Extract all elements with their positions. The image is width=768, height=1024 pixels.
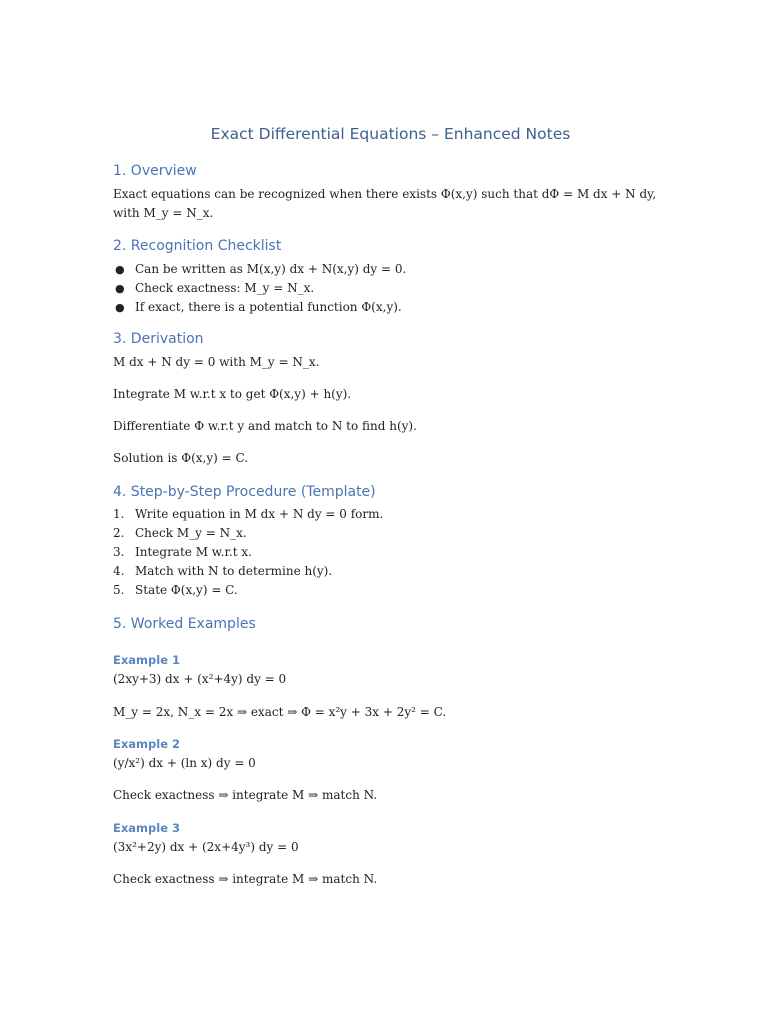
derivation-line-3: Differentiate Φ w.r.t y and match to N to find h(y). xyxy=(113,419,417,433)
document-title: Exact Differential Equations – Enhanced Notes xyxy=(210,125,571,143)
step-number: 2. xyxy=(113,526,125,540)
derivation-line-2: Integrate M w.r.t x to get Φ(x,y) + h(y). xyxy=(113,387,352,401)
step-number: 4. xyxy=(113,564,125,578)
bullet-icon: ● xyxy=(115,301,125,314)
example-1-solution: M_y = 2x, N_x = 2x ⇒ exact ⇒ Φ = x²y + 3x + 2y² = C. xyxy=(113,705,447,719)
procedure-step-5: State Φ(x,y) = C. xyxy=(135,583,238,597)
procedure-step-1: Write equation in M dx + N dy = 0 form. xyxy=(135,507,384,521)
overview-heading: 1. Overview xyxy=(113,163,197,179)
procedure-step-3: Integrate M w.r.t x. xyxy=(135,545,252,559)
checklist-heading: 2. Recognition Checklist xyxy=(113,238,282,254)
step-number: 5. xyxy=(113,583,125,597)
derivation-line-4: Solution is Φ(x,y) = C. xyxy=(113,451,249,465)
overview-line-1: Exact equations can be recognized when there exists Φ(x,y) such that dΦ = M dx + N dy, xyxy=(113,187,657,201)
step-number: 3. xyxy=(113,545,125,559)
example-3-solution: Check exactness ⇒ integrate M ⇒ match N. xyxy=(113,872,378,886)
examples-heading: 5. Worked Examples xyxy=(113,616,256,632)
example-3-label: Example 3 xyxy=(113,821,180,835)
checklist-item-3: If exact, there is a potential function Φ(x,y). xyxy=(135,300,402,314)
example-3-equation: (3x²+2y) dx + (2x+4y³) dy = 0 xyxy=(113,840,299,854)
checklist-item-2: Check exactness: M_y = N_x. xyxy=(135,281,315,295)
procedure-step-4: Match with N to determine h(y). xyxy=(135,564,333,578)
example-2-label: Example 2 xyxy=(113,737,180,751)
procedure-step-2: Check M_y = N_x. xyxy=(135,526,247,540)
checklist-item-1: Can be written as M(x,y) dx + N(x,y) dy = 0. xyxy=(135,262,407,276)
example-2-equation: (y/x²) dx + (ln x) dy = 0 xyxy=(113,756,256,770)
bullet-icon: ● xyxy=(115,282,125,295)
overview-line-2: with M_y = N_x. xyxy=(113,206,214,220)
derivation-line-1: M dx + N dy = 0 with M_y = N_x. xyxy=(113,355,320,369)
bullet-icon: ● xyxy=(115,263,125,276)
example-2-solution: Check exactness ⇒ integrate M ⇒ match N. xyxy=(113,788,378,802)
example-1-label: Example 1 xyxy=(113,653,180,667)
procedure-heading: 4. Step-by-Step Procedure (Template) xyxy=(113,484,376,500)
example-1-equation: (2xy+3) dx + (x²+4y) dy = 0 xyxy=(113,672,287,686)
step-number: 1. xyxy=(113,507,125,521)
derivation-heading: 3. Derivation xyxy=(113,331,204,347)
